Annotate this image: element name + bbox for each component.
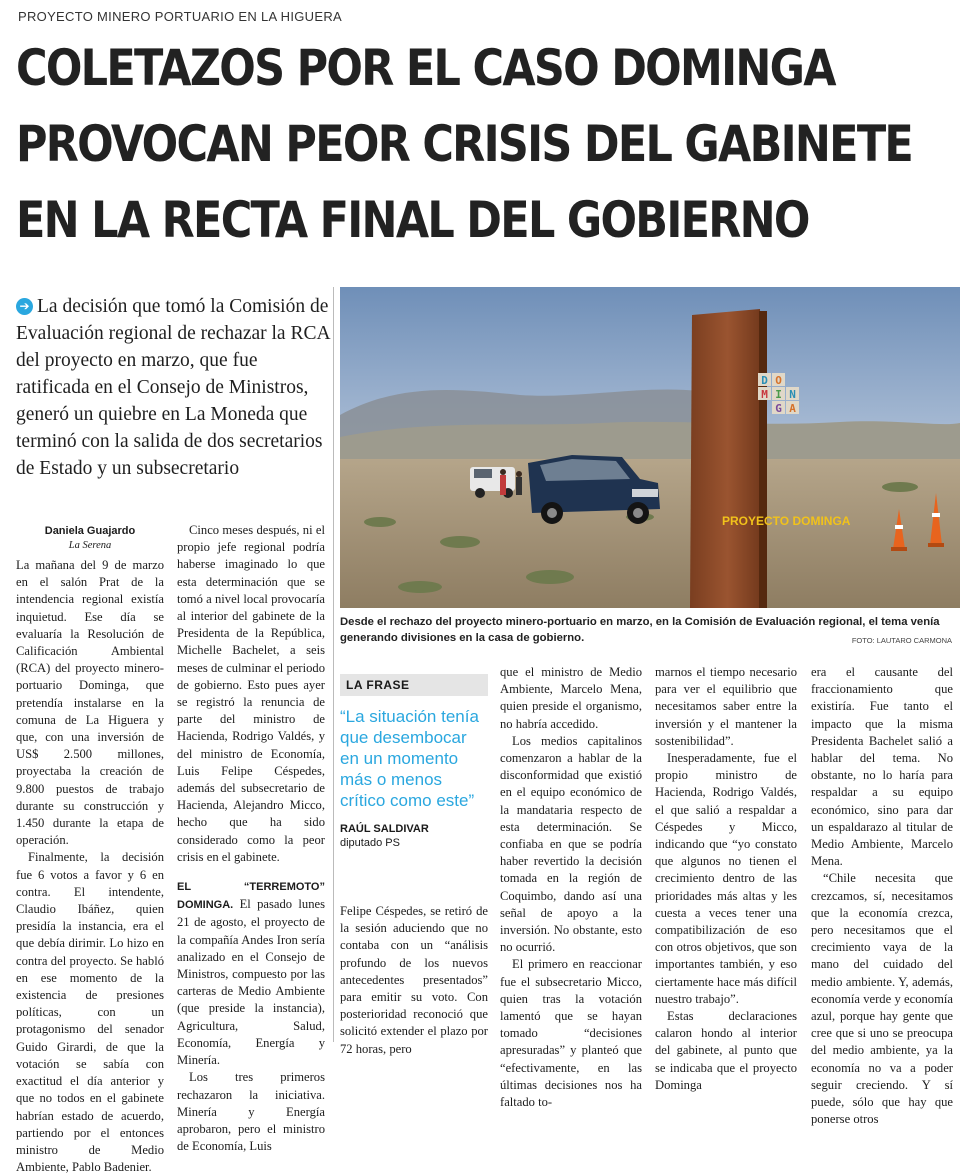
body-paragraph: La mañana del 9 de marzo en el salón Prat de la intendencia regional existía inquietud. Ese día se evaluaría la Resolución de Calificación Ambiental (RCA) del proyecto minero-portuario Dominga, que pretendía instalarse en la comuna de La Higuera y que, con una inversión de US$ 2.500 millones, proyectaba la creación de 9.800 puestos de trabajo durante su construcción y 1.450 durante la etapa de operación. (16, 558, 164, 848)
section-subhead: EL “TERREMOTO” DOMINGA. (177, 881, 325, 912)
pull-quote-text: “La situación tenía que desembocar en un momento más o menos crítico como este” (340, 707, 479, 810)
sign-letter-5: N (789, 388, 796, 401)
body-column-2 (177, 522, 325, 1155)
arrow-right-icon: ➔ (16, 298, 33, 315)
body-text: El pasado lunes 21 de agosto, el proyecto de la compañía Andes Iron sería analizado en el Consejo de Ministros, compuesto por las carteras de Medio Ambiente (que preside la instancia), Agricultura, Salud, Economía, Energía y Minería. (177, 897, 325, 1068)
body-paragraph: Inesperadamente, fue el propio ministro de Hacienda, Rodrigo Valdés, el que salió a respaldar a Céspedes y Micco, indicando que “yo constato que algunos no tienen el crecimiento dentro de las prioridades más altas y les cuesta a veces tener una compatibilización de eso con otros objetivos, que son importantes también, y eso ciertamente hace más difícil nuestro trabajo”. (655, 751, 797, 1006)
body-paragraph: que el ministro de Medio Ambiente, Marcelo Mena, quien preside el organismo, no habría accedido. (500, 665, 642, 731)
column-divider (333, 287, 334, 1042)
body-paragraph: marnos el tiempo necesario para ver el equilibrio que necesitamos saber entre la inversión y el mantener la sostenibilidad”. (655, 665, 797, 748)
byline-author: Daniela Guajardo (44, 525, 136, 537)
pull-quote-box (340, 674, 488, 849)
kicker: PROYECTO MINERO PORTUARIO EN LA HIGUERA (18, 9, 342, 24)
lead-text: La decisión que tomó la Comisión de Evaluación regional de rechazar la RCA del proyecto en marzo, que fue ratificada en el Consejo de Ministros, generó un quiebre en La Moneda que terminó con la salida de dos secretarios de Estado y un subsecretario (16, 296, 330, 479)
body-paragraph: Felipe Céspedes, se retiró de la sesión aduciendo que no contaba con un “análisis profundo de los nuevos antecedentes presentados” para emitir su voto. Con posterioridad reconoció que solicitó extender el plazo por 72 horas, pero (340, 904, 488, 1056)
byline-place: La Serena (68, 540, 112, 551)
photo-credit: FOTO: LAUTARO CARMONA (851, 636, 952, 645)
sign-letter-6: G (775, 402, 782, 415)
sign-letter-2: O (775, 374, 782, 387)
body-paragraph: Los medios capitalinos comenzaron a hablar de la disconformidad que existió en el equipo económico de la mandataria respecto de esta determinación. Se confiaba en que se podría haber revertido la decisión tomada en la región de Coquimbo, dando así una señal de apoyo a la inversión. No obstante, esto no ocurrió. (500, 733, 642, 955)
headline-line-2: PROVOCAN PEOR CRISIS DEL GABINETE (16, 115, 913, 173)
photo-caption: Desde el rechazo del proyecto minero-portuario en marzo, en la Comisión de Evaluación regional, el tema venía generando divisiones en la casa de gobierno. (340, 616, 940, 644)
lead-paragraph (16, 293, 332, 482)
body-column-5 (655, 664, 797, 1094)
body-paragraph: Cinco meses después, ni el propio jefe regional podría haberse imaginado lo que esta determinación que se tomó a nivel local provocaría al interior del gabinete de la Presidenta de la República, Michelle Bachelet, a seis meses de culminar el periodo de gobierno. Esto pues ayer se registró la renuncia de parte del ministro de Hacienda, Rodrigo Valdés, y del ministro de Economía, Luis Felipe Céspedes, además del subsecretario de Hacienda, Alejandro Micco, hecho que ha sido considerado como la peor crisis en el gabinete. (177, 523, 325, 864)
headline-line-3: EN LA RECTA FINAL DEL GOBIERNO (16, 191, 809, 249)
body-paragraph: Finalmente, la decisión fue 6 votos a favor y 6 en contra. El intendente, Claudio Ibáñez, quien presidía la instancia, era el que debía dirimir. Lo hizo en contra del proyecto. Se habló en ese momento de la existencia de presiones políticas, con un protagonismo del senador Guido Girardi, de que la votación se sabía con exactitud el día anterior y que no todos en el gabinete habrían estado de acuerdo, partiendo por el entonces ministro de Medio Ambiente, Pablo Badenier. (16, 850, 164, 1175)
body-paragraph: “Chile necesita que crezcamos, sí, necesitamos que la economía crezca, pero necesitamos que el crecimiento vaya de la mano del cuidado del medio ambiente. Y, además, economía verde y economía azul, porque hay gente que cree que si uno se preocupa del medio ambiente, ya la economía no va a poder seguir creciendo. Y sí puede, sólo que hay que ponerse otros (811, 871, 953, 1127)
sign-letter-1: D (761, 374, 768, 387)
article-photo (340, 287, 960, 608)
sign-text: PROYECTO DOMINGA (722, 514, 851, 528)
pull-quote-label: LA FRASE (340, 674, 488, 696)
pull-quote-author: RAÚL SALDIVAR (340, 823, 429, 835)
body-paragraph (177, 878, 325, 1069)
body-column-3 (340, 903, 488, 1058)
body-paragraph: era el causante del fraccionamiento que existiría. Fue tanto el impacto que la misma Presidenta Bachelet salió a hablar del tema. No obstante, no lo haría para respaldar a su equipo económico, sino para dar un espaldarazo al titular de Medio Ambiente, Marcelo Mena. (811, 665, 953, 869)
body-paragraph: El primero en reaccionar fue el subsecretario Micco, quien tras la votación lamentó que se hayan tomado “decisiones apresuradas” y planteó que “efectivamente, en las últimas decisiones nos ha faltado to- (500, 957, 642, 1110)
body-paragraph: Estas declaraciones calaron hondo al interior del gabinete, al punto que se indicaba que el proyecto Dominga (655, 1009, 797, 1092)
headline-line-1: COLETAZOS POR EL CASO DOMINGA (16, 39, 835, 97)
photo-illustration (340, 287, 960, 608)
sign-letter-7: A (789, 402, 796, 415)
dominga-sign (690, 309, 767, 608)
body-column-1 (16, 524, 164, 1176)
headline (16, 30, 913, 258)
sign-letter-4: I (775, 388, 782, 401)
body-column-4 (500, 664, 642, 1111)
pull-quote-role: diputado PS (340, 837, 400, 849)
sign-letter-3: M (761, 388, 768, 401)
body-paragraph: Los tres primeros rechazaron la iniciativa. Minería y Energía aprobaron, pero el ministro de Economía, Luis (177, 1070, 325, 1154)
body-column-6 (811, 664, 953, 1128)
